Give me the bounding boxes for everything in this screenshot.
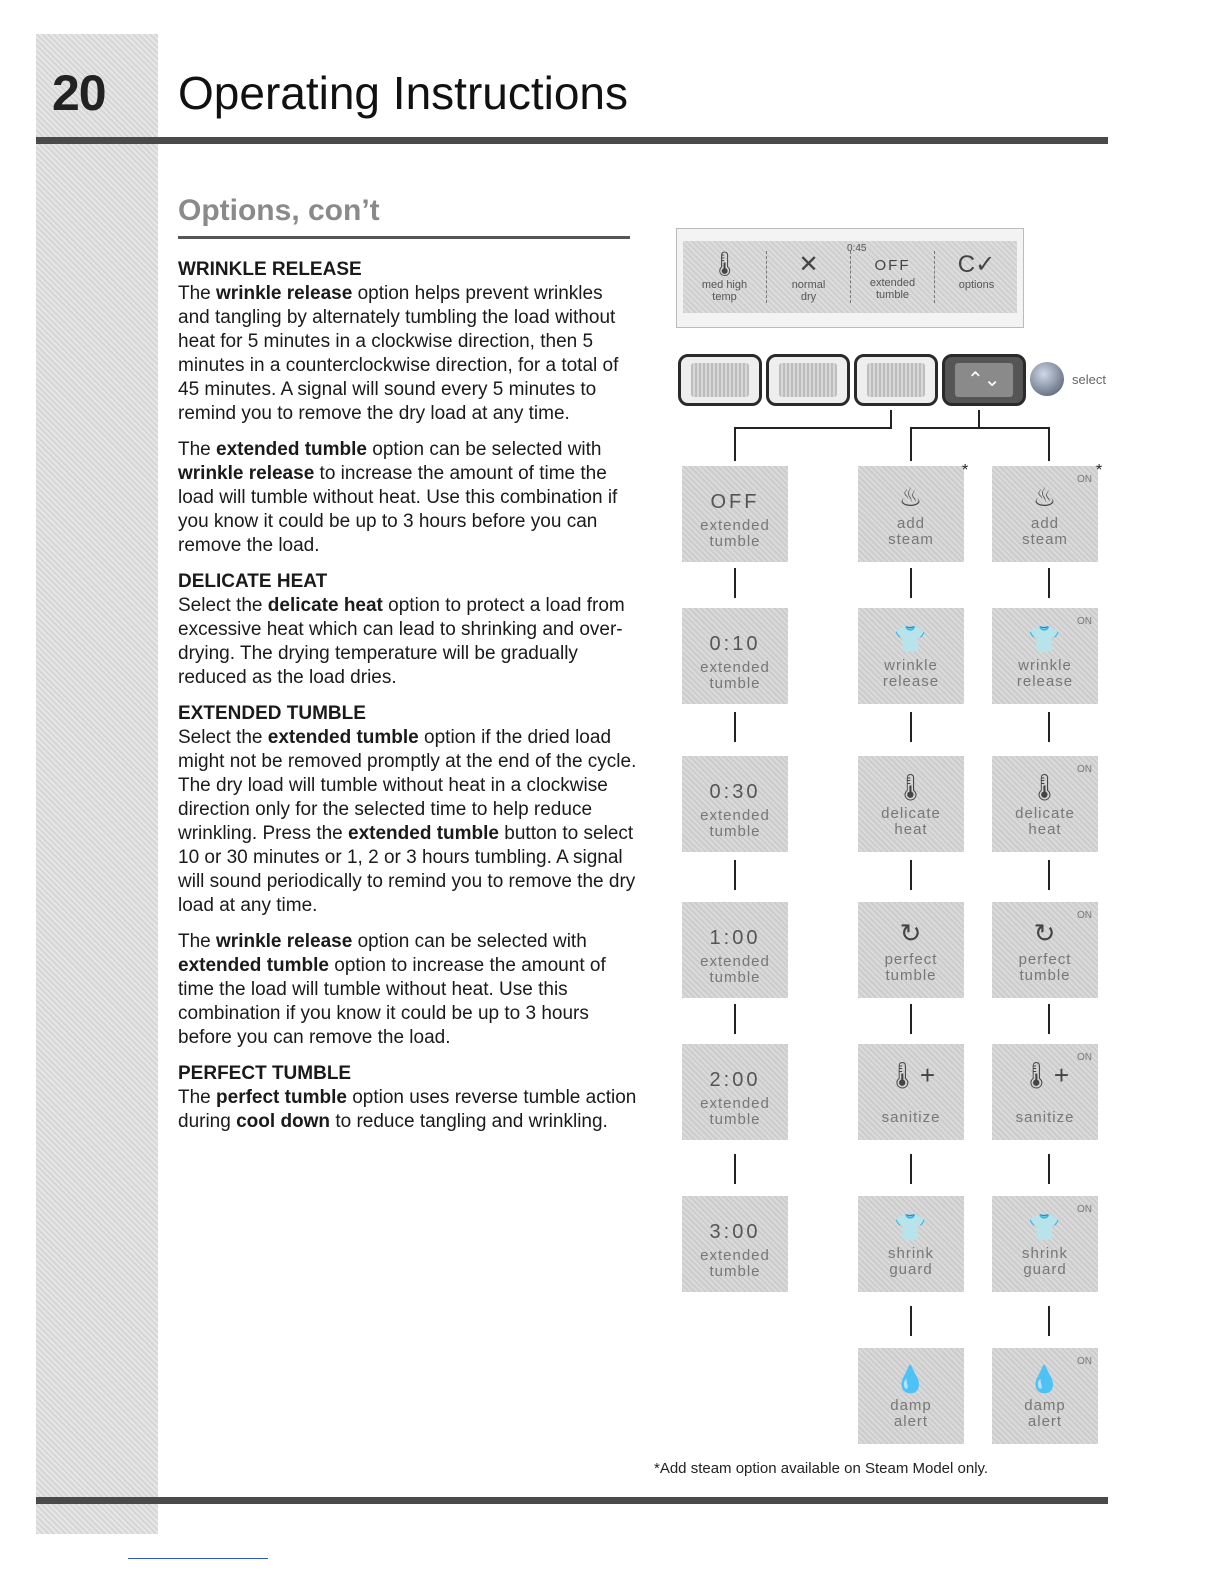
bold-term: extended tumble [178, 955, 329, 976]
text: The [178, 283, 217, 304]
steam-icon: ♨ [1032, 482, 1058, 512]
connector-line [1048, 427, 1050, 461]
shirt-guard-icon: 👕 [1028, 1212, 1062, 1242]
footnote-star: * [1096, 462, 1103, 479]
paragraph [178, 1086, 638, 1134]
tile-label: release [882, 673, 940, 690]
connector-line [910, 1154, 912, 1184]
sensor-dry-icon: ✕ [798, 251, 819, 278]
text: Select the [178, 595, 268, 616]
tile-add-steam-off [858, 466, 964, 562]
connector-line [910, 712, 912, 742]
bold-term: cool down [236, 1111, 331, 1132]
tile-label: steam [888, 531, 934, 548]
extended-tumble-button[interactable] [854, 354, 938, 406]
tile-label: add [1030, 515, 1060, 532]
heading-delicate-heat: DELICATE HEAT [178, 571, 328, 592]
tile-wrinkle-release-on [992, 608, 1098, 704]
tile-value: 0:10 [709, 633, 761, 655]
cell-label: dry [800, 291, 817, 303]
panel-buttons [678, 354, 1026, 408]
heading-extended-tumble: EXTENDED TUMBLE [178, 703, 366, 724]
tile-label: alert [1027, 1413, 1063, 1430]
tile-delicate-heat-off [858, 756, 964, 852]
on-indicator: ON [1077, 764, 1092, 775]
text: option uses reverse tumble action during [178, 1087, 637, 1132]
connector-line [910, 427, 912, 461]
shirt-icon: 👕 [1028, 624, 1062, 654]
connector-line [734, 427, 736, 461]
temp-button[interactable] [678, 354, 762, 406]
connector-line [734, 712, 736, 742]
tile-extended-2-00 [682, 1044, 788, 1140]
lcd-cell-options [935, 241, 1018, 313]
connector-line [978, 410, 980, 428]
connector-line [734, 860, 736, 890]
tile-label: guard [1023, 1261, 1067, 1278]
tile-sanitize-off [858, 1044, 964, 1140]
text: option if the dried load might not be removed promptly at the end of the cycle. The dry load will tumble without heat in a clockwise direction only for the selected time to help reduce wrinkling. Press the [178, 727, 637, 844]
options-icon: C✓ [957, 251, 996, 278]
text: button to select 10 or 30 minutes or 1, 2 or 3 hours tumbling. A signal will sound periodically to remind you to remove the dry load at any time. [178, 823, 636, 916]
bold-term: perfect tumble [216, 1087, 347, 1108]
tile-label: heat [1028, 821, 1062, 838]
select-knob[interactable] [1030, 362, 1064, 396]
tile-label: extended [700, 807, 770, 824]
connector-line [1048, 1306, 1050, 1336]
tile-label: guard [889, 1261, 933, 1278]
tile-label: shrink [887, 1245, 934, 1262]
tile-shrink-guard-off [858, 1196, 964, 1292]
paragraph [178, 726, 638, 918]
tile-label: tumble [709, 823, 761, 840]
tile-extended-0-10 [682, 608, 788, 704]
bold-term: delicate heat [267, 595, 383, 616]
tile-label: extended [700, 517, 770, 534]
cell-label: med high [701, 279, 748, 291]
tile-label: tumble [709, 1263, 761, 1280]
tile-label: perfect [1018, 951, 1072, 968]
tile-perfect-tumble-on [992, 902, 1098, 998]
tile-sanitize-on [992, 1044, 1098, 1140]
button-face [779, 363, 837, 397]
tile-delicate-heat-on [992, 756, 1098, 852]
bold-term: wrinkle release [216, 283, 353, 304]
text: option can be selected with [352, 931, 587, 952]
tile-extended-0-30 [682, 756, 788, 852]
off-readout: OFF [874, 257, 911, 274]
text: The [178, 1087, 217, 1108]
select-label: select [1072, 372, 1106, 387]
tile-value: 1:00 [709, 927, 761, 949]
text: option helps prevent wrinkles and tangling by alternately tumbling the load without heat for 5 minutes in a clockwise direction, then 5 minutes in a counterclockwise direction, for a total of 45 minutes. A signal will sound every 5 minutes to remind you to remove the dry load at any time. [178, 283, 619, 424]
cell-label: temp [712, 291, 737, 303]
tile-perfect-tumble-off [858, 902, 964, 998]
shirt-guard-icon: 👕 [894, 1212, 928, 1242]
lcd-cell-dry [767, 241, 850, 313]
section-title: Options, con’t [178, 194, 380, 227]
tile-label: tumble [709, 533, 761, 550]
tile-wrinkle-release-off [858, 608, 964, 704]
connector-line [1048, 712, 1050, 742]
tile-label: delicate [1015, 805, 1075, 822]
tile-extended-off [682, 466, 788, 562]
tumble-arrow-icon: ↻ [1033, 918, 1057, 948]
text: to increase the amount of time the load will tumble without heat. Use this combination if you know it could be up to 3 hours before you can remove the load. [178, 463, 618, 556]
lcd-cell-extended [851, 241, 934, 313]
heading-wrinkle-release: WRINKLE RELEASE [178, 259, 362, 280]
text: Select the [178, 727, 268, 748]
tile-extended-3-00 [682, 1196, 788, 1292]
footnote-star: * [962, 462, 969, 479]
paragraph [178, 282, 638, 426]
tile-label: tumble [885, 967, 937, 984]
connector-line [910, 1004, 912, 1034]
droplet-icon: 💧 [1028, 1364, 1062, 1394]
up-down-arrows-icon: ⌃⌄ [967, 369, 1001, 391]
tile-add-steam-on [992, 466, 1098, 562]
bold-term: wrinkle release [178, 463, 315, 484]
tile-label: release [1016, 673, 1074, 690]
button-face [867, 363, 925, 397]
time-readout: 0:45 [847, 243, 867, 254]
connector-line [1048, 568, 1050, 598]
thermometer-icon: 🌡 [893, 772, 928, 802]
text-column [178, 258, 638, 1146]
shirt-icon: 👕 [894, 624, 928, 654]
connector-line [1048, 860, 1050, 890]
connector-line [734, 568, 736, 598]
text: to reduce tangling and wrinkling. [330, 1111, 608, 1132]
thermometer-plus-icon: 🌡+ [1019, 1060, 1071, 1090]
tile-label: tumble [709, 675, 761, 692]
tile-label: wrinkle [884, 657, 938, 674]
thermometer-icon: 🌡 [1027, 772, 1062, 802]
tile-value: OFF [710, 491, 760, 513]
tile-label: extended [700, 1095, 770, 1112]
cell-label: tumble [875, 289, 910, 301]
on-indicator: ON [1077, 1356, 1092, 1367]
tile-label: damp [1024, 1397, 1066, 1414]
paragraph [178, 438, 638, 558]
tile-label: perfect [884, 951, 938, 968]
tile-label: alert [893, 1413, 929, 1430]
tile-label: add [896, 515, 926, 532]
page-number: 20 [52, 65, 106, 121]
footer-link-line [128, 1558, 268, 1559]
connector-line [910, 860, 912, 890]
on-indicator: ON [1077, 910, 1092, 921]
options-button[interactable] [942, 354, 1026, 406]
connector-line [1048, 1154, 1050, 1184]
tile-label: delicate [881, 805, 941, 822]
connector-line [890, 410, 892, 428]
connector-line [910, 1306, 912, 1336]
tile-label: extended [700, 953, 770, 970]
tile-damp-alert-on [992, 1348, 1098, 1444]
thermometer-icon: 🌡 [709, 251, 740, 278]
tile-shrink-guard-on [992, 1196, 1098, 1292]
tile-label: steam [1022, 531, 1068, 548]
connector-line [1048, 1004, 1050, 1034]
tile-label: tumble [1019, 967, 1071, 984]
connector-line [910, 568, 912, 598]
bold-term: extended tumble [216, 439, 368, 460]
tile-label: heat [894, 821, 928, 838]
tile-value: 2:00 [709, 1069, 761, 1091]
steam-icon: ♨ [898, 482, 924, 512]
tile-label: shrink [1021, 1245, 1068, 1262]
bold-term: wrinkle release [216, 931, 353, 952]
droplet-icon: 💧 [894, 1364, 928, 1394]
control-panel-display [676, 228, 1024, 328]
bold-term: extended tumble [267, 727, 419, 748]
text: option to increase the amount of time the load will tumble without heat. Use this combination if you know it could be up to 3 hours before you can remove the load. [178, 955, 606, 1048]
tumble-arrow-icon: ↻ [899, 918, 923, 948]
heading-perfect-tumble: PERFECT TUMBLE [178, 1063, 352, 1084]
on-indicator: ON [1077, 1204, 1092, 1215]
tile-damp-alert-off [858, 1348, 964, 1444]
button-face [691, 363, 749, 397]
paragraph [178, 930, 638, 1050]
tile-label: sanitize [881, 1109, 941, 1126]
tile-value: 0:30 [709, 781, 761, 803]
on-indicator: ON [1077, 616, 1092, 627]
cell-label: extended [869, 277, 916, 289]
tile-label: tumble [709, 969, 761, 986]
header-rule [36, 137, 1108, 144]
text: option can be selected with [367, 439, 602, 460]
paragraph [178, 594, 638, 690]
tile-value: 3:00 [709, 1221, 761, 1243]
footer-rule [36, 1497, 1108, 1504]
connector-line [734, 1004, 736, 1034]
section-rule [178, 236, 630, 239]
sidebar-band [36, 34, 158, 1534]
cell-label: options [958, 279, 995, 291]
tile-label: extended [700, 1247, 770, 1264]
lcd-cell-temp [683, 241, 766, 313]
on-indicator: ON [1077, 1052, 1092, 1063]
page-title: Operating Instructions [178, 67, 629, 119]
tile-label: damp [890, 1397, 932, 1414]
cell-label: normal [791, 279, 826, 291]
connector-line [910, 427, 1050, 429]
lcd-display [683, 241, 1017, 313]
text: option to protect a load from excessive heat which can lead to shrinking and over-drying. The drying temperature will be gradually reduced as the load dries. [178, 595, 625, 688]
tile-label: tumble [709, 1111, 761, 1128]
footnote: *Add steam option available on Steam Model only. [654, 1460, 989, 1477]
tile-label: wrinkle [1018, 657, 1072, 674]
bold-term: extended tumble [348, 823, 499, 844]
text: The [178, 931, 217, 952]
on-indicator: ON [1077, 474, 1092, 485]
connector-line [734, 1154, 736, 1184]
text: The [178, 439, 217, 460]
thermometer-plus-icon: 🌡+ [885, 1060, 937, 1090]
tile-label: extended [700, 659, 770, 676]
dry-level-button[interactable] [766, 354, 850, 406]
tile-extended-1-00 [682, 902, 788, 998]
tile-label: sanitize [1015, 1109, 1075, 1126]
connector-line [734, 427, 892, 429]
